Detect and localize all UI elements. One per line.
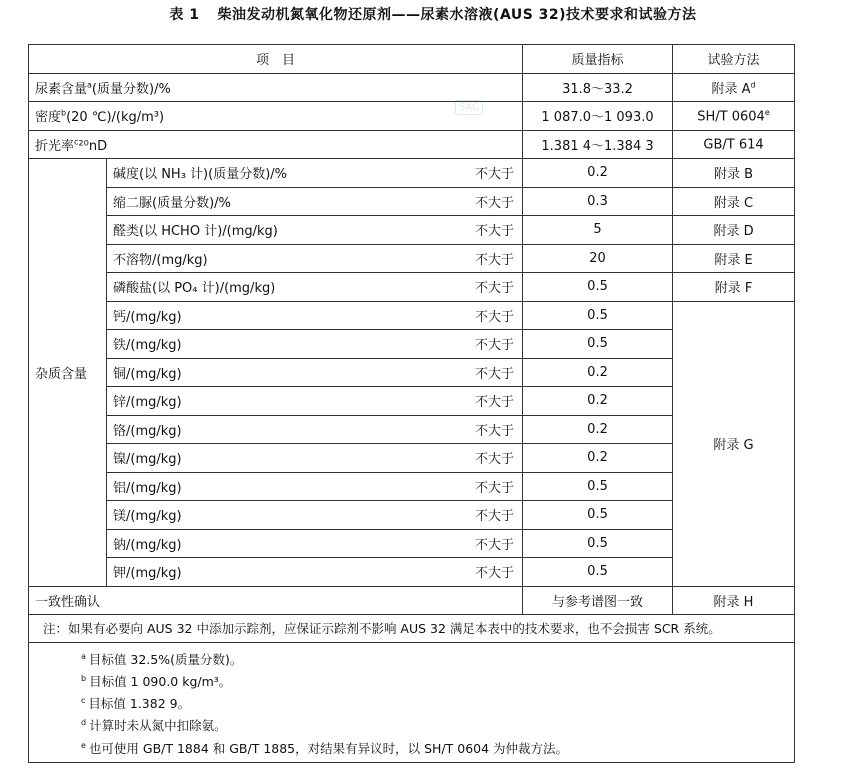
- impurity-item: [107, 244, 523, 273]
- limit-qualifier: 不大于: [475, 509, 515, 525]
- impurity-name: 磷酸盐(以 PO₄ 计)/(mg/kg): [113, 281, 276, 297]
- impurity-value: 20: [523, 244, 673, 273]
- impurity-item: [107, 529, 523, 558]
- row-label-text: 尿素含量: [35, 81, 88, 97]
- footnote-mark: a: [81, 652, 86, 661]
- impurity-name: 钾/(mg/kg): [113, 566, 182, 582]
- impurity-item-wrap: [113, 163, 516, 182]
- limit-qualifier: 不大于: [475, 423, 515, 439]
- impurity-row: [29, 187, 795, 216]
- footnote: [81, 691, 786, 713]
- footnotes-cell: [29, 643, 795, 763]
- impurity-item: [107, 301, 523, 330]
- row-unit: (质量分数)/%: [91, 81, 171, 97]
- footnote: [81, 647, 786, 669]
- impurity-name: 钙/(mg/kg): [113, 309, 182, 325]
- impurity-value: 0.5: [523, 301, 673, 330]
- footnote-mark: e: [764, 107, 770, 117]
- row-method: [673, 102, 795, 131]
- row-method: [673, 130, 795, 159]
- impurity-method: 附录 E: [673, 244, 795, 273]
- impurity-method: 附录 C: [673, 187, 795, 216]
- consistency-method: 附录 H: [673, 586, 795, 615]
- footnote: [81, 713, 786, 735]
- footnote-mark: b: [61, 108, 67, 118]
- impurity-item: [107, 501, 523, 530]
- limit-qualifier: 不大于: [475, 537, 515, 553]
- footnote-text: 目标值 32.5%(质量分数)。: [88, 652, 243, 668]
- limit-qualifier: 不大于: [475, 309, 515, 325]
- impurity-name: 锌/(mg/kg): [113, 395, 182, 411]
- table-title-text: 柴油发动机氮氧化物还原剂——尿素水溶液(AUS 32)技术要求和试验方法: [217, 7, 697, 23]
- spec-table: [28, 44, 795, 763]
- limit-qualifier: 不大于: [475, 480, 515, 496]
- table-number: 表 1: [169, 7, 200, 23]
- impurity-item-wrap: [113, 562, 516, 581]
- limit-qualifier: 不大于: [475, 167, 515, 183]
- impurity-item: [107, 187, 523, 216]
- note-row: [29, 615, 795, 643]
- footnote-mark: c: [74, 137, 79, 147]
- metals-method: 附录 G: [673, 301, 795, 586]
- footnote-text: 目标值 1.382 9。: [88, 696, 191, 712]
- impurity-item-wrap: [113, 334, 516, 353]
- row-method-text: 附录 A: [711, 81, 751, 97]
- impurity-group-label: 杂质含量: [29, 159, 107, 587]
- impurity-item: [107, 358, 523, 387]
- impurity-value: 0.5: [523, 273, 673, 302]
- impurity-item-wrap: [113, 192, 516, 211]
- footnote-text: 计算时未从氮中扣除氨。: [89, 718, 227, 734]
- header-method: 试验方法: [673, 45, 795, 74]
- impurity-value: 0.2: [523, 159, 673, 188]
- row-value: 1.381 4～1.384 3: [523, 130, 673, 159]
- impurity-item-wrap: [113, 391, 516, 410]
- impurity-item-wrap: [113, 505, 516, 524]
- row-method: [673, 73, 795, 102]
- row-method-text: SH/T 0604: [697, 108, 765, 124]
- note-text: 注：如果有必要向 AUS 32 中添加示踪剂，应保证示踪剂不影响 AUS 32 满足本表中的技术要求，也不会损害 SCR 系统。: [29, 615, 795, 643]
- footnote-mark: d: [81, 718, 87, 728]
- row-value: 31.8～33.2: [523, 73, 673, 102]
- impurity-value: 0.5: [523, 529, 673, 558]
- row-label: [29, 102, 523, 131]
- impurity-name: 铁/(mg/kg): [113, 338, 182, 354]
- footnote-row: [29, 643, 795, 763]
- footnote: [81, 736, 786, 758]
- footnote-mark: e: [81, 740, 86, 750]
- impurity-value: 0.2: [523, 358, 673, 387]
- table-title: [0, 4, 866, 24]
- impurity-item-wrap: [113, 277, 516, 296]
- limit-qualifier: 不大于: [475, 338, 515, 354]
- impurity-row: [29, 301, 795, 330]
- impurity-item: [107, 472, 523, 501]
- impurity-item: [107, 330, 523, 359]
- impurity-value: 0.3: [523, 187, 673, 216]
- impurity-item-wrap: [113, 448, 516, 467]
- footnote: [81, 669, 786, 691]
- limit-qualifier: 不大于: [475, 452, 515, 468]
- row-unit: (20 ℃)/(kg/m³): [66, 110, 165, 126]
- footnote-mark: a: [87, 80, 92, 90]
- impurity-item-wrap: [113, 220, 516, 239]
- limit-qualifier: 不大于: [475, 366, 515, 382]
- impurity-row: [29, 273, 795, 302]
- row-label-text: 折光率: [35, 138, 75, 154]
- impurity-item-wrap: [113, 363, 516, 382]
- impurity-name: 铜/(mg/kg): [113, 366, 182, 382]
- impurity-value: 0.5: [523, 472, 673, 501]
- consistency-row: [29, 586, 795, 615]
- impurity-item-wrap: [113, 477, 516, 496]
- impurity-value: 0.2: [523, 387, 673, 416]
- row-label-text: 密度: [35, 110, 62, 126]
- impurity-method: 附录 B: [673, 159, 795, 188]
- impurity-item: [107, 558, 523, 587]
- header-row: [29, 45, 795, 74]
- impurity-item: [107, 415, 523, 444]
- impurity-name: 钠/(mg/kg): [113, 537, 182, 553]
- footnote-mark: c: [81, 696, 86, 706]
- impurity-row: [29, 216, 795, 245]
- footnote-mark: d: [750, 80, 756, 90]
- limit-qualifier: 不大于: [475, 281, 515, 297]
- impurity-method: 附录 F: [673, 273, 795, 302]
- impurity-name: 铝/(mg/kg): [113, 480, 182, 496]
- impurity-value: 0.2: [523, 444, 673, 473]
- spec-row: [29, 102, 795, 131]
- spec-row: [29, 130, 795, 159]
- watermark-logo: SAC: [455, 100, 483, 115]
- impurity-item: [107, 216, 523, 245]
- header-index: 质量指标: [523, 45, 673, 74]
- impurity-name: 缩二脲(质量分数)/%: [113, 195, 231, 211]
- impurity-name: 不溶物/(mg/kg): [113, 252, 208, 268]
- row-method-text: GB/T 614: [703, 137, 764, 153]
- limit-qualifier: 不大于: [475, 195, 515, 211]
- limit-qualifier: 不大于: [475, 252, 515, 268]
- impurity-value: 0.5: [523, 558, 673, 587]
- row-value: 1 087.0～1 093.0: [523, 102, 673, 131]
- impurity-row: [29, 159, 795, 188]
- impurity-name: 镁/(mg/kg): [113, 509, 182, 525]
- consistency-value: 与参考谱图一致: [523, 586, 673, 615]
- impurity-name: 碱度(以 NH₃ 计)(质量分数)/%: [113, 167, 287, 183]
- impurity-item: [107, 159, 523, 188]
- impurity-item: [107, 444, 523, 473]
- limit-qualifier: 不大于: [475, 395, 515, 411]
- footnote-text: 也可使用 GB/T 1884 和 GB/T 1885，对结果有异议时，以 SH/T 0604 为仲裁方法。: [88, 740, 569, 756]
- impurity-item-wrap: [113, 306, 516, 325]
- limit-qualifier: 不大于: [475, 224, 515, 240]
- row-unit: ²⁰nD: [78, 138, 108, 154]
- impurity-name: 镍/(mg/kg): [113, 452, 182, 468]
- impurity-value: 5: [523, 216, 673, 245]
- impurity-item-wrap: [113, 534, 516, 553]
- impurity-value: 0.5: [523, 330, 673, 359]
- row-label: [29, 130, 523, 159]
- impurity-value: 0.2: [523, 415, 673, 444]
- impurity-item-wrap: [113, 249, 516, 268]
- impurity-row: [29, 244, 795, 273]
- row-label: [29, 73, 523, 102]
- spec-row: [29, 73, 795, 102]
- table-body: [29, 73, 795, 586]
- footnote-text: 目标值 1 090.0 kg/m³。: [89, 674, 232, 690]
- footnote-mark: b: [81, 674, 87, 684]
- impurity-method: 附录 D: [673, 216, 795, 245]
- impurity-name: 铬/(mg/kg): [113, 423, 182, 439]
- impurity-item: [107, 387, 523, 416]
- consistency-label: 一致性确认: [29, 586, 523, 615]
- impurity-value: 0.5: [523, 501, 673, 530]
- impurity-item-wrap: [113, 420, 516, 439]
- header-item: 项 目: [29, 45, 523, 74]
- impurity-name: 醛类(以 HCHO 计)/(mg/kg): [113, 224, 278, 240]
- limit-qualifier: 不大于: [475, 566, 515, 582]
- impurity-item: [107, 273, 523, 302]
